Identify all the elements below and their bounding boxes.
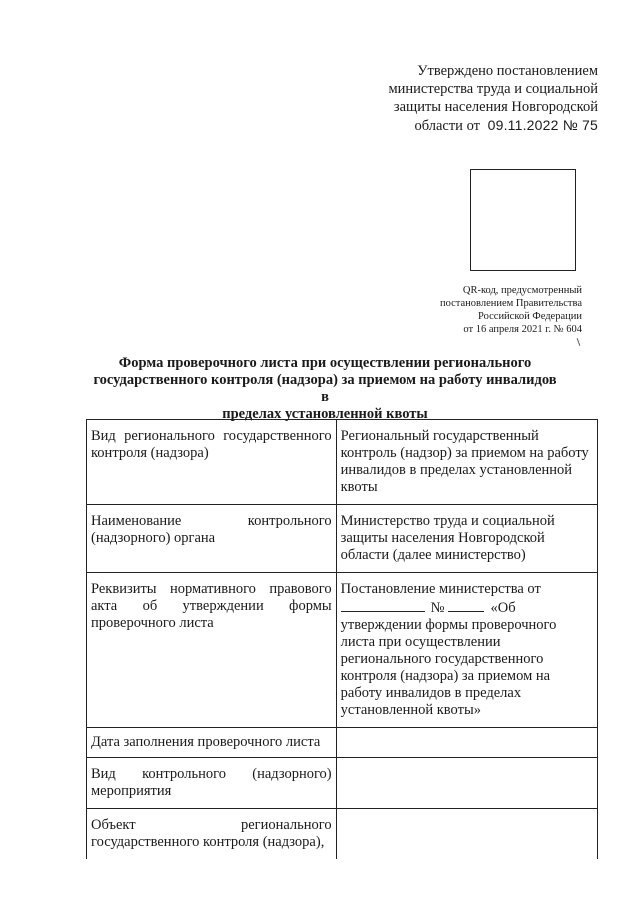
act-prefix: Постановление министерства от [340,581,541,597]
qr-caption-line: от 16 апреля 2021 г. № 604 [463,324,582,335]
row-label: Объект регионального государственного контроля (надзора), [87,809,337,860]
fill-date-field[interactable] [336,728,597,758]
qr-code-placeholder [470,169,576,271]
row-label: Дата заполнения проверочного листа [87,728,337,758]
approval-stamp [368,62,598,135]
approval-date-line [368,116,598,135]
approval-date-prefix: области от [414,118,480,134]
act-number-blank [448,598,484,612]
approval-date-number: 09.11.2022 № 75 [487,117,598,133]
row-label: Вид регионального государственного контроля (надзора) [87,420,337,505]
act-date-blank [341,598,425,612]
form-title [90,355,560,423]
form-title-line: государственного контроля (надзора) за приемом на работу инвалидов в [93,372,557,405]
act-title: утверждении формы проверочного листа при осуществлении регионального государственного контроля (надзора) за приемом на работу инвалидов в пределах установленной квоты» [340,617,557,718]
approval-line: защиты населения Новгородской [393,99,598,115]
table-row [87,573,598,728]
qr-caption-line: QR-код, предусмотренный [462,285,582,296]
approval-line: министерства труда и социальной [388,81,598,97]
act-quote-start: «Об [490,600,516,616]
form-title-line: пределах установленной квоты [222,406,428,422]
qr-caption-line: постановлением Правительства [439,298,582,309]
approval-line: Утверждено постановлением [417,63,598,79]
row-value: Министерство труда и социальной защиты населения Новгородской области (далее министерство) [336,505,597,573]
qr-caption-line: Российской Федерации [478,311,582,322]
table-row [87,420,598,505]
table-row [87,728,598,758]
table-row [87,809,598,860]
row-value [336,573,597,728]
event-type-field[interactable] [336,758,597,809]
control-object-field[interactable] [336,809,597,860]
table-row [87,758,598,809]
pen-mark [577,338,581,346]
row-label: Вид контрольного (надзорного) мероприятия [87,758,337,809]
form-title-line: Форма проверочного листа при осуществлении регионального [118,355,532,371]
table-row [87,505,598,573]
act-number-sign: № [430,600,445,616]
checklist-table [86,419,598,859]
row-value: Региональный государственный контроль (надзор) за приемом на работу инвалидов в пределах установленной квоты [336,420,597,505]
row-label: Реквизиты нормативного правового акта об утверждении формы проверочного листа [87,573,337,728]
qr-caption [382,284,582,336]
row-label: Наименование контрольного (надзорного) органа [87,505,337,573]
